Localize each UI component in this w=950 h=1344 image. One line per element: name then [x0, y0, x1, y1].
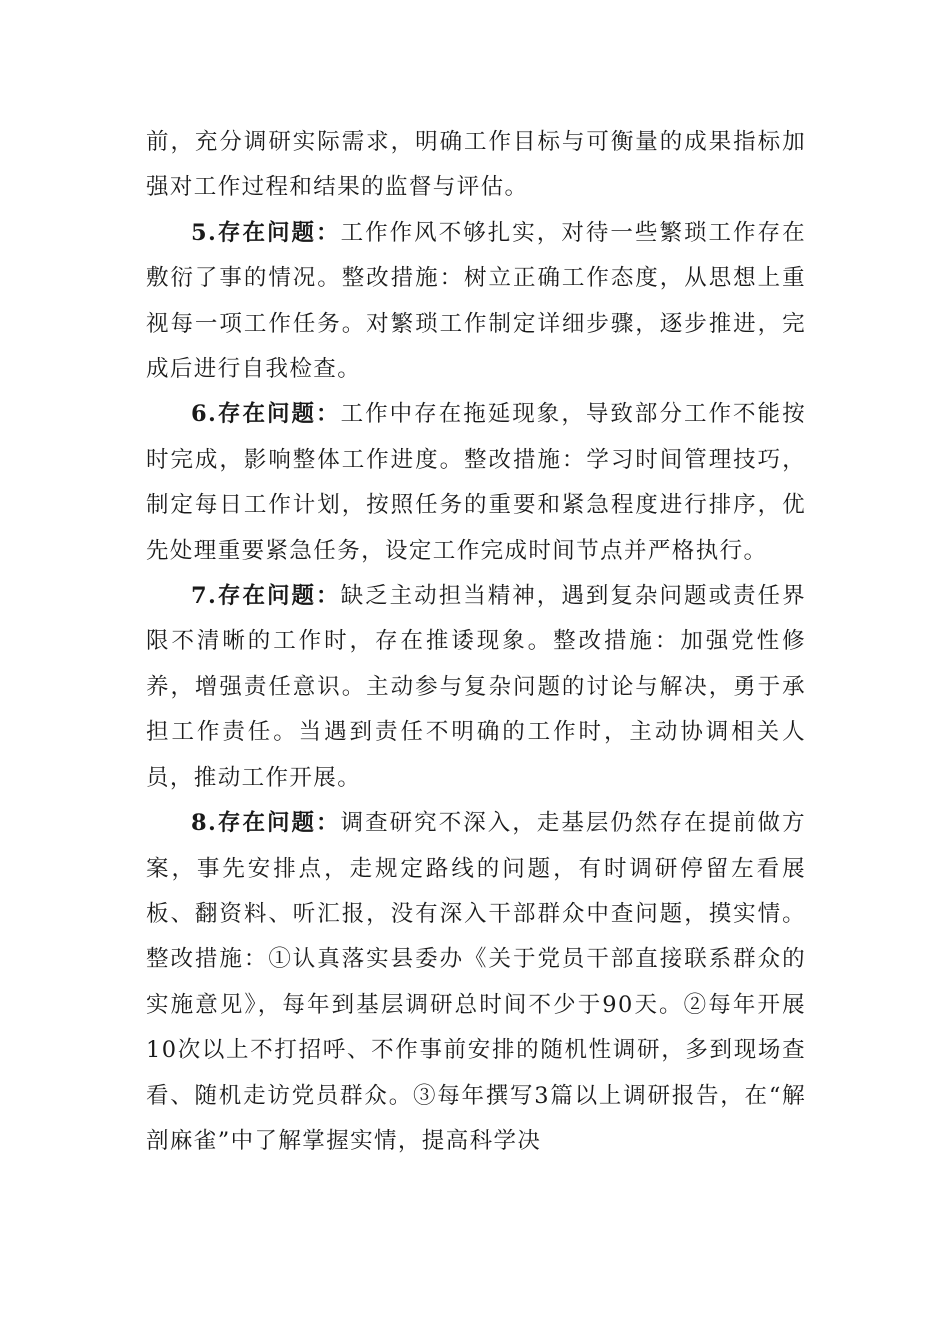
paragraph-text: 工作中存在拖延现象，导致部分工作不能按时完成，影响整体工作进度。整改措施：学习时间管理技巧，制定每日工作计划，按照任务的重要和紧急程度进行排序，优先处理重要紧急任务，设定工作完成时间节点并严格执行。	[146, 401, 806, 564]
paragraph-text: 工作作风不够扎实，对待一些繁琐工作存在敷衍了事的情况。整改措施：树立正确工作态度，从思想上重视每一项工作任务。对繁琐工作制定详细步骤，逐步推进，完成后进行自我检查。	[146, 219, 806, 383]
item-label: 存在问题：	[217, 583, 341, 610]
document-page	[146, 120, 806, 1164]
item-label: 存在问题：	[217, 401, 341, 428]
paragraph-item-6	[146, 392, 806, 574]
item-number: 8.	[191, 810, 218, 837]
paragraph-item-7	[146, 574, 806, 801]
item-number: 5.	[191, 219, 218, 246]
item-number: 6.	[191, 401, 218, 428]
paragraph-item-5	[146, 211, 806, 393]
paragraph-text: 调查研究不深入，走基层仍然存在提前做方案，事先安排点，走规定路线的问题，有时调研停留左看展板、翻资料、听汇报，没有深入干部群众中查问题，摸实情。整改措施：①认真落实县委办《关于党员干部直接联系群众的实施意见》，每年到基层调研总时间不少于90天。②每年开展10次以上不打招呼、不作事前安排的随机性调研，多到现场查看、随机走访党员群众。③每年撰写3篇以上调研报告，在“解剖麻雀”中了解掌握实情，提高科学决	[146, 810, 806, 1154]
item-number: 7.	[191, 583, 218, 610]
paragraph-text: 缺乏主动担当精神，遇到复杂问题或责任界限不清晰的工作时，存在推诿现象。整改措施：加强党性修养，增强责任意识。主动参与复杂问题的讨论与解决，勇于承担工作责任。当遇到责任不明确的工作时，主动协调相关人员，推动工作开展。	[146, 583, 806, 791]
paragraph-text: 前，充分调研实际需求，明确工作目标与可衡量的成果指标加强对工作过程和结果的监督与评估。	[146, 129, 806, 201]
paragraph-item-8	[146, 801, 806, 1164]
item-label: 存在问题：	[217, 810, 341, 837]
paragraph-continued	[146, 120, 806, 211]
item-label: 存在问题：	[217, 219, 341, 246]
